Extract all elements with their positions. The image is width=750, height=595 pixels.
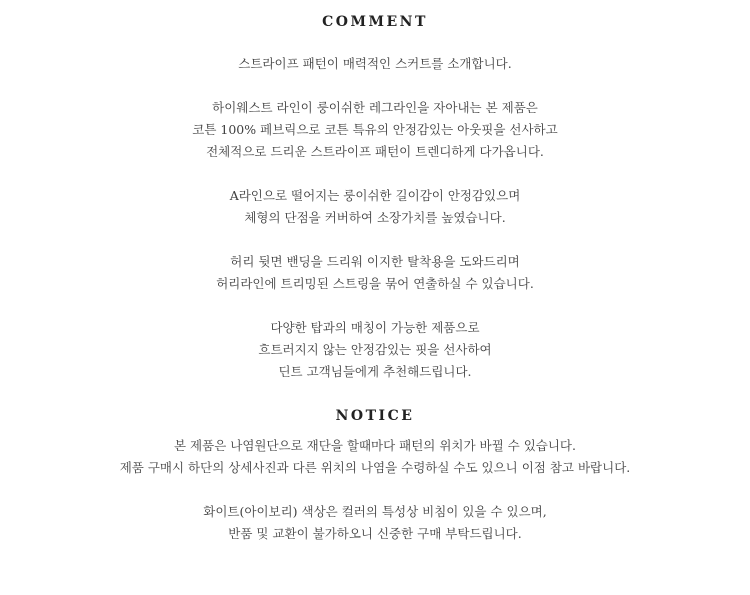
comment-paragraph-5 xyxy=(0,317,750,383)
comment-paragraph-2 xyxy=(0,97,750,163)
comment-line: 딘트 고객님들에게 추천해드립니다. xyxy=(278,364,472,379)
comment-heading: COMMENT xyxy=(322,14,428,30)
notice-line: 화이트(아이보리) 색상은 컬러의 특성상 비침이 있을 수 있으며, xyxy=(203,504,547,519)
comment-line: 전체적으로 드리운 스트라이프 패턴이 트렌디하게 다가옵니다. xyxy=(206,144,544,159)
comment-paragraph-4 xyxy=(0,251,750,295)
comment-line: 허리라인에 트리밍된 스트링을 묶어 연출하실 수 있습니다. xyxy=(216,276,534,291)
comment-line: 코튼 100% 페브릭으로 코튼 특유의 안정감있는 아웃핏을 선사하고 xyxy=(192,122,558,137)
comment-line: 체형의 단점을 커버하여 소장가치를 높였습니다. xyxy=(244,210,506,225)
notice-heading: NOTICE xyxy=(335,408,415,424)
comment-line: A라인으로 떨어지는 룽이쉬한 길이감이 안정감있으며 xyxy=(229,188,521,203)
comment-line: 스트라이프 패턴이 매력적인 스커트를 소개합니다. xyxy=(238,56,512,71)
comment-line: 다양한 탑과의 매칭이 가능한 제품으로 xyxy=(270,320,480,335)
comment-line: 하이웨스트 라인이 룽이쉬한 레그라인을 자아내는 본 제품은 xyxy=(212,100,538,115)
comment-line: 흐트러지지 않는 안정감있는 핏을 선사하여 xyxy=(258,342,492,357)
notice-line: 반품 및 교환이 불가하오니 신중한 구매 부탁드립니다. xyxy=(228,526,522,541)
notice-line: 본 제품은 나염원단으로 재단을 할때마다 패턴의 위치가 바뀔 수 있습니다. xyxy=(174,438,576,453)
comment-paragraph-3 xyxy=(0,185,750,229)
notice-line: 제품 구매시 하단의 상세사진과 다른 위치의 나염을 수령하실 수도 있으니 이점 참고 바랍니다. xyxy=(119,460,631,475)
comment-line: 허리 뒷면 밴딩을 드리워 이지한 탈착용을 도와드리며 xyxy=(230,254,520,269)
notice-paragraph-1 xyxy=(0,435,750,479)
comment-paragraph-1 xyxy=(0,53,750,75)
notice-paragraph-2 xyxy=(0,501,750,545)
